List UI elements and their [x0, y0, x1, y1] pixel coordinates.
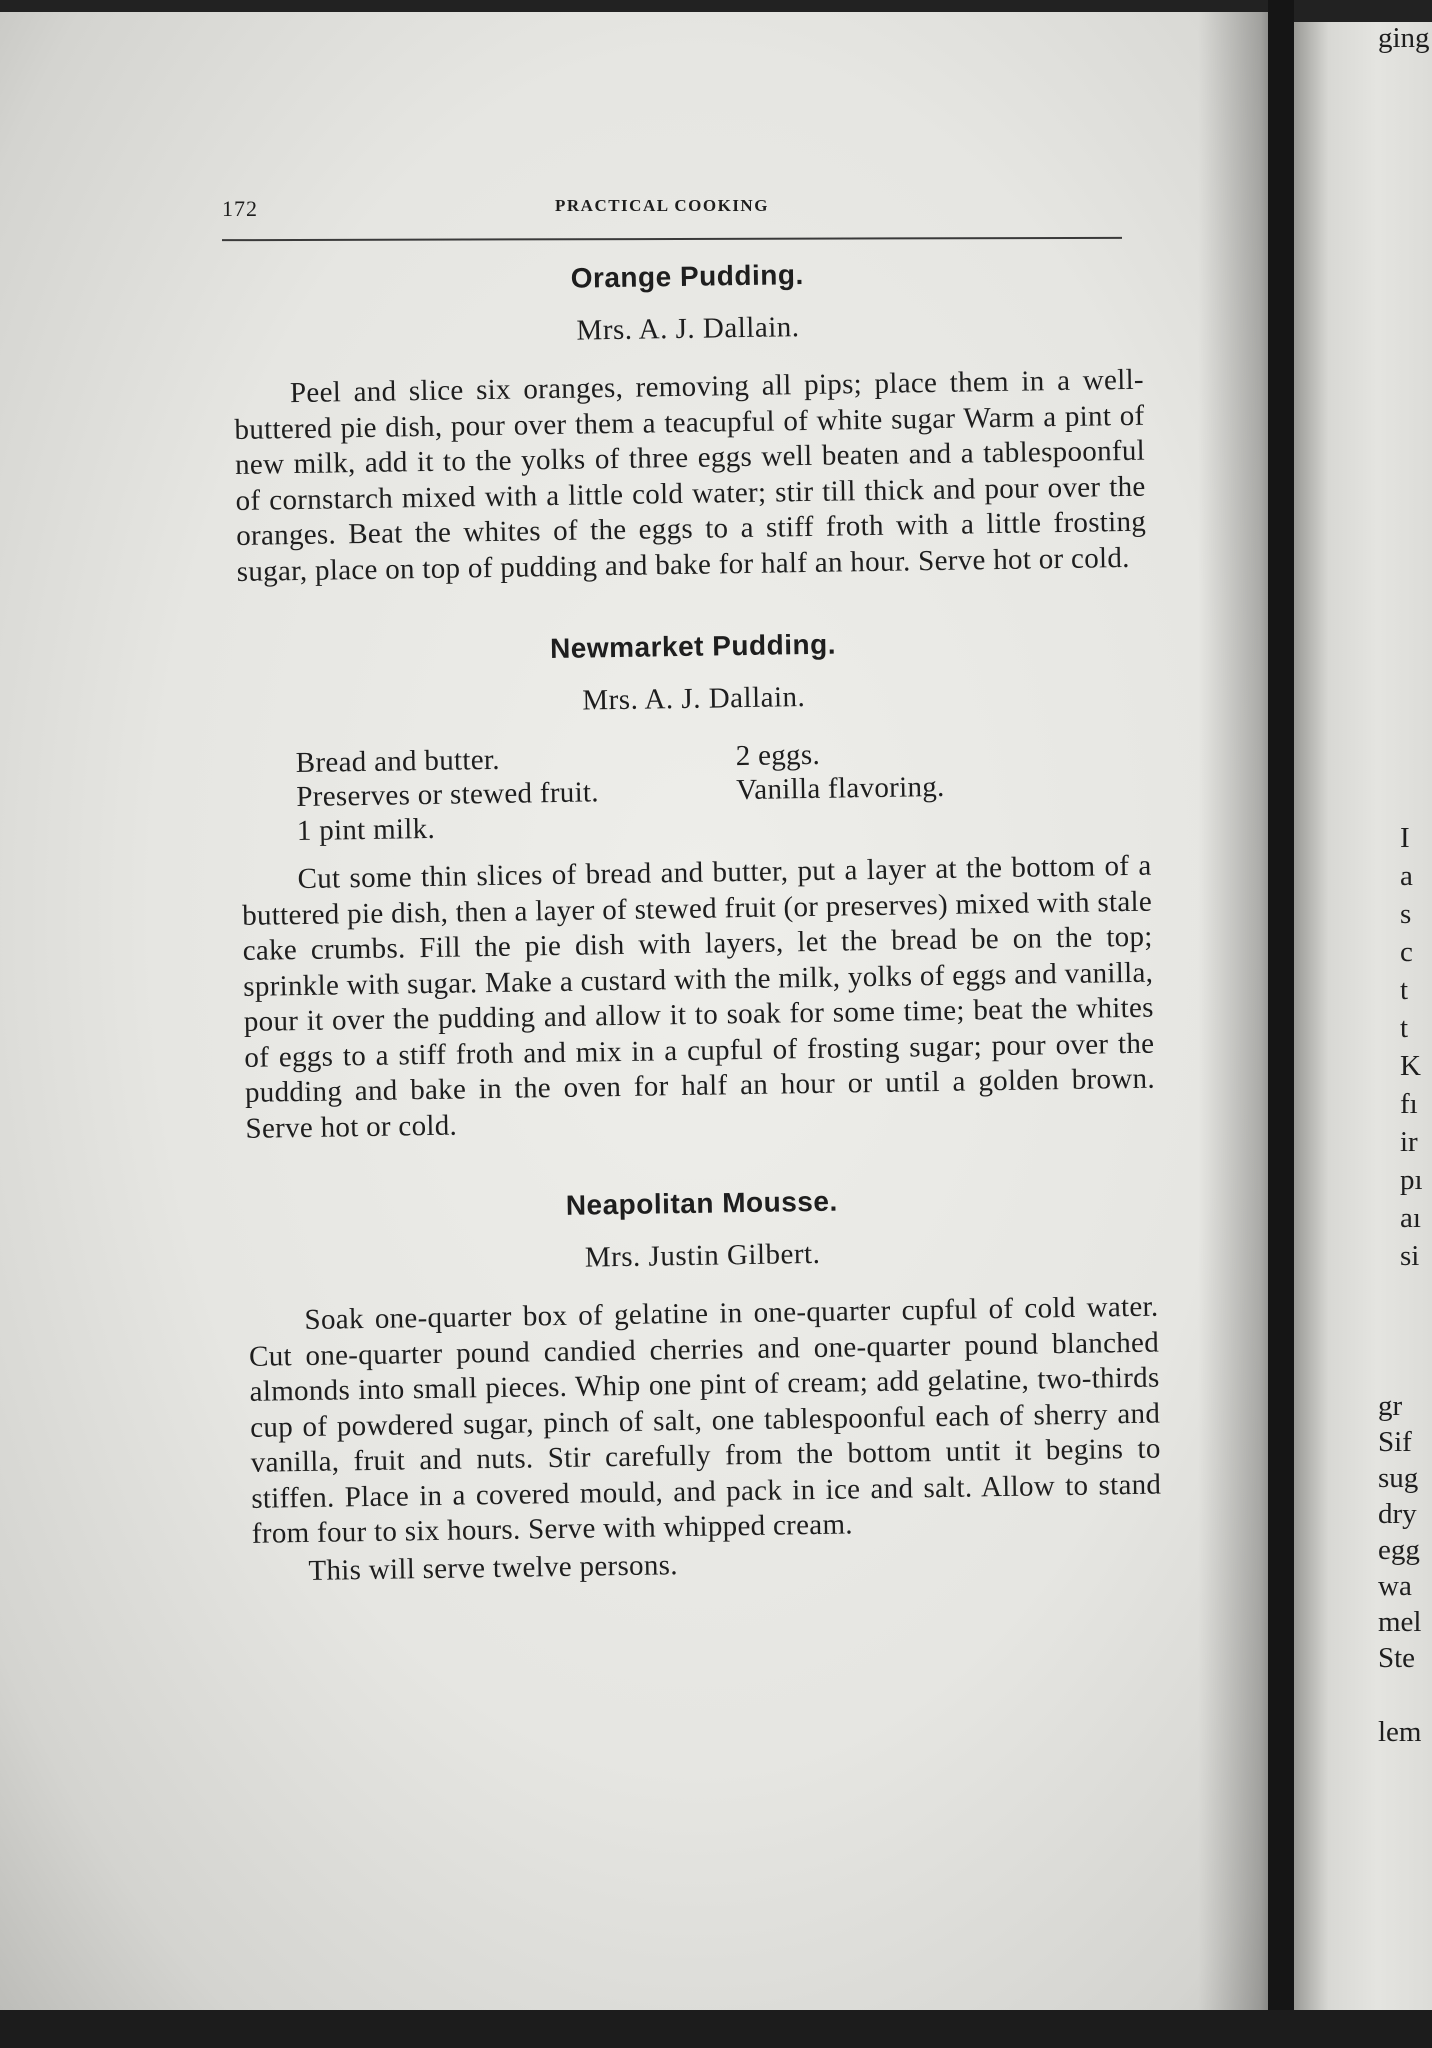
right-page-fragment: ir	[1400, 1126, 1418, 1158]
right-page-fragment: gr	[1378, 1390, 1403, 1422]
ingredient-item: Bread and butter.	[295, 743, 501, 780]
right-page-fragment: K	[1400, 1050, 1421, 1082]
recipe-paragraph: Soak one-quarter box of gelatine in one-quarter cupful of cold water. Cut one-quarter pound candied cherries and one-quarter pound blanched almonds into small pieces. Whip one pint of cream; add gelatine, two-thirds cup of powdered sugar, pinch of salt, one tablespoonful each of sherry and vanilla, fruit and nuts. Stir carefully from the bottom untit it begins to stiffen. Place in a covered mould, and pack in ice and salt. Allow to stand from four to six hours. Serve with whipped cream.	[248, 1290, 1162, 1550]
ingredient-item: Preserves or stewed fruit.	[296, 776, 600, 814]
recipe-title: Neapolitan Mousse.	[565, 1185, 838, 1221]
recipe-newmarket-pudding	[238, 624, 1156, 1147]
right-page-fragment: ging	[1378, 22, 1430, 54]
recipe-author: Mrs. Justin Gilbert.	[584, 1237, 821, 1274]
recipe-orange-pudding	[232, 254, 1147, 590]
right-page-fragment: egg	[1378, 1534, 1420, 1566]
recipe-author: Mrs. A. J. Dallain.	[576, 311, 800, 347]
right-page-fragment: fı	[1400, 1088, 1418, 1120]
right-page-fragment: t	[1400, 1012, 1409, 1044]
page-header	[222, 188, 1122, 228]
right-page-fragment: s	[1400, 898, 1412, 930]
right-page-fragment: wa	[1378, 1570, 1412, 1602]
page-body	[232, 254, 1163, 1638]
right-page-fragment: pı	[1400, 1164, 1423, 1196]
recipe-title: Newmarket Pudding.	[549, 628, 837, 665]
right-page-edge	[1294, 22, 1432, 2012]
ingredient-item: 1 pint milk.	[296, 812, 436, 848]
recipe-paragraph: Cut some thin slices of bread and butter, put a layer at the bottom of a buttered pie dish, then a layer of stewed fruit (or preserves) mixed with stale cake crumbs. Fill the pie dish with layers, let the bread be on the top; sprinkle with sugar. Make a custard with the milk, yolks of eggs and vanilla, pour it over the pudding and allow it to soak for some time; beat the whites of eggs to a stiff froth and mix in a cupful of frosting sugar; pour over the pudding and bake in the oven for half an hour or until a golden brown. Serve hot or cold.	[241, 849, 1156, 1145]
right-page-text-fragments	[1294, 22, 1432, 2012]
recipe-paragraph: This will serve twelve persons.	[308, 1548, 678, 1587]
right-page-fragment: I	[1400, 822, 1410, 854]
right-page-fragment: si	[1400, 1240, 1420, 1272]
ingredient-item: 2 eggs.	[735, 738, 821, 773]
right-page-fragment: sug	[1378, 1462, 1419, 1494]
right-page-fragment: mel	[1378, 1606, 1422, 1638]
page-gutter	[1268, 0, 1294, 2048]
right-page-fragment: a	[1400, 860, 1413, 892]
page-number: 172	[222, 196, 258, 221]
right-page-fragment: lem	[1378, 1716, 1422, 1748]
right-page-fragment: aı	[1400, 1202, 1421, 1234]
ingredient-item: Vanilla flavoring.	[736, 770, 945, 807]
recipe-paragraph: Peel and slice six oranges, removing all pips; place them in a well-buttered pie dish, pour over them a teacupful of white sugar Warm a pint of new milk, add it to the yolks of three eggs well beaten and a tablespoonful of cornstarch mixed with a little cold water; stir till thick and pour over the oranges. Beat the whites of the eggs to a stiff froth with a little frosting sugar, place on top of pudding and bake for half an hour. Serve hot or cold.	[234, 363, 1147, 588]
recipe-author: Mrs. A. J. Dallain.	[582, 681, 806, 717]
running-head: PRACTICAL COOKING	[555, 196, 769, 215]
recipe-title: Orange Pudding.	[570, 259, 804, 294]
right-page-fragment: c	[1400, 936, 1413, 968]
scan-bottom-border	[0, 2010, 1432, 2048]
ingredient-list	[296, 733, 1151, 848]
right-page-fragment: Ste	[1378, 1642, 1416, 1674]
recipe-neapolitan-mousse	[247, 1181, 1163, 1590]
right-page-fragment: Sif	[1378, 1426, 1412, 1458]
right-page-fragment: dry	[1378, 1498, 1417, 1530]
right-page-fragment: t	[1400, 974, 1409, 1006]
